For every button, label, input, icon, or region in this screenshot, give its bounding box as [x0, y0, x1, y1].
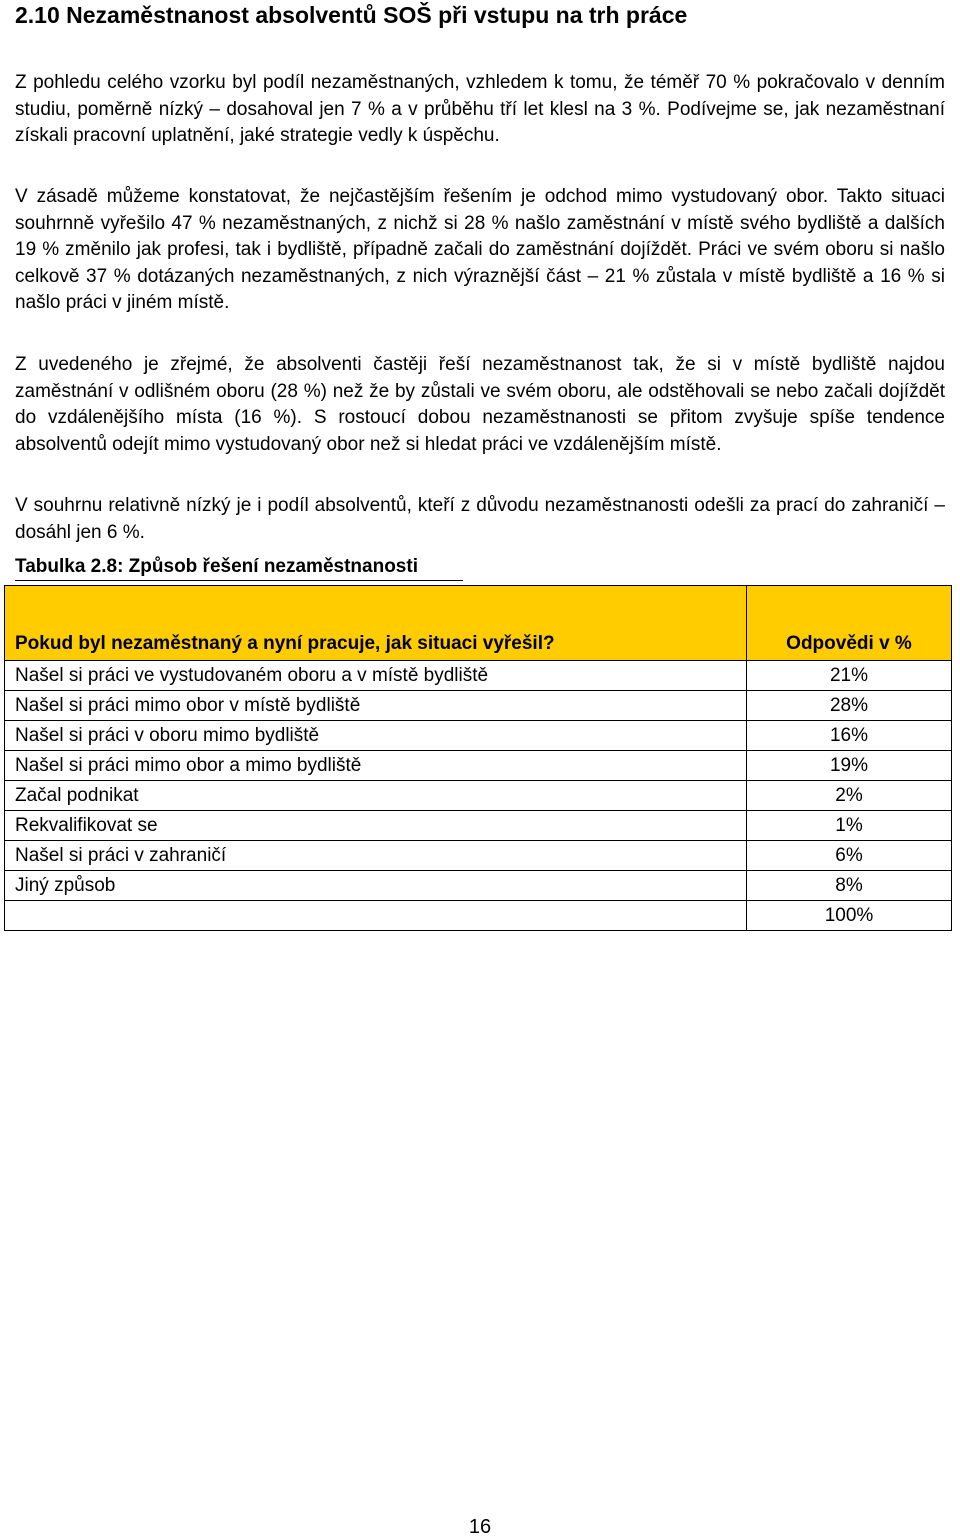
row-label: Začal podnikat	[5, 781, 747, 811]
row-value: 21%	[747, 661, 952, 691]
table-caption: Tabulka 2.8: Způsob řešení nezaměstnanosti	[15, 556, 418, 577]
paragraph-abroad: V souhrnu relativně nízký je i podíl absolventů, kteří z důvodu nezaměstnanosti odešli za prací do zahraničí – dosáhl jen 6 %.	[15, 495, 945, 543]
page-number: 16	[468, 1516, 492, 1538]
caption-underline	[15, 580, 463, 581]
row-label: Rekvalifikovat se	[5, 811, 747, 841]
row-label: Našel si práci mimo obor v místě bydliště	[5, 691, 747, 721]
results-table	[4, 585, 952, 931]
row-label: Našel si práci v zahraničí	[5, 841, 747, 871]
row-value: 1%	[747, 811, 952, 841]
table-row	[5, 841, 952, 871]
section-heading: 2.10 Nezaměstnanost absolventů SOŠ při vstupu na trh práce	[15, 2, 688, 28]
row-value: 19%	[747, 751, 952, 781]
table-row	[5, 781, 952, 811]
row-value: 16%	[747, 721, 952, 751]
row-label: Našel si práci v oboru mimo bydliště	[5, 721, 747, 751]
row-value: 28%	[747, 691, 952, 721]
total-value: 100%	[747, 901, 952, 931]
paragraph-intro: Z pohledu celého vzorku byl podíl nezaměstnaných, vzhledem k tomu, že téměř 70 % pokračovalo v denním studiu, poměrně nízký – dosahoval jen 7 % a v průběhu tří let klesl na 3 %. Podívejme se, jak nezaměstnaní získali pracovní uplatnění, jaké strategie vedly k úspěchu.	[15, 72, 945, 146]
row-label: Našel si práci mimo obor a mimo bydliště	[5, 751, 747, 781]
table-row	[5, 661, 952, 691]
row-label: Jiný způsob	[5, 871, 747, 901]
row-value: 2%	[747, 781, 952, 811]
table-header-row	[5, 586, 952, 661]
paragraph-conclusion: Z uvedeného je zřejmé, že absolventi častěji řeší nezaměstnanost tak, že si v místě bydliště najdou zaměstnání v odlišném oboru (28 %) než že by zůstali ve svém oboru, ale odstěhovali se nebo začali dojíždět do vzdálenějšího místa (16 %). S rostoucí dobou nezaměstnanosti se přitom zvyšuje spíše tendence absolventů odejít mimo vystudovaný obor než si hledat práci ve vzdálenějším místě.	[15, 354, 945, 455]
table-row	[5, 721, 952, 751]
row-value: 6%	[747, 841, 952, 871]
row-value: 8%	[747, 871, 952, 901]
header-question: Pokud byl nezaměstnaný a nyní pracuje, jak situaci vyřešil?	[5, 586, 747, 661]
table-row	[5, 811, 952, 841]
paragraph-main-solution: V zásadě můžeme konstatovat, že nejčastějším řešením je odchod mimo vystudovaný obor. Takto situaci souhrnně vyřešilo 47 % nezaměstnaných, z nichž si 28 % našlo zaměstnání v místě svého bydliště a dalších 19 % změnilo jak profesi, tak i bydliště, případně začali do zaměstnání dojíždět. Práci ve svém oboru si našlo celkově 37 % dotázaných nezaměstnaných, z nich výraznější část – 21 % zůstala v místě bydliště a 16 % si našlo práci v jiném místě.	[15, 186, 945, 313]
row-label: Našel si práci ve vystudovaném oboru a v místě bydliště	[5, 661, 747, 691]
table-row	[5, 871, 952, 901]
table-row	[5, 751, 952, 781]
table-row	[5, 691, 952, 721]
header-answers: Odpovědi v %	[747, 586, 952, 661]
total-label	[5, 901, 747, 931]
table-total-row	[5, 901, 952, 931]
